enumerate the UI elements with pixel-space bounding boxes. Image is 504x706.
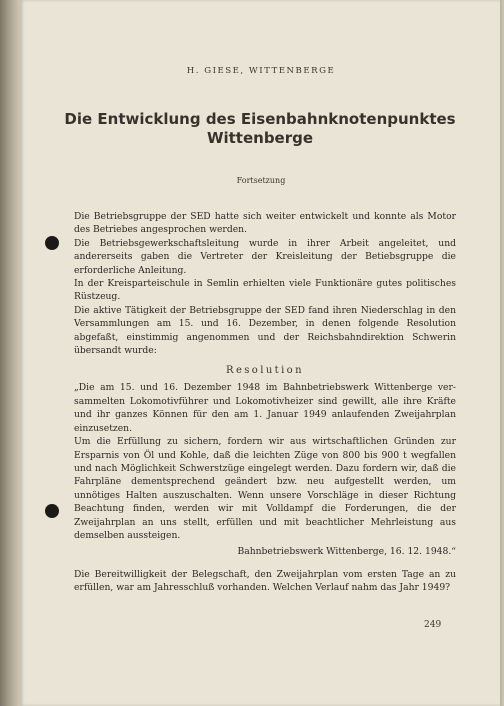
running-head: H. GIESE, WITTENBERGE	[186, 66, 336, 76]
page-number: 249	[424, 620, 442, 630]
closing-paragraph: Die Bereitwilligkeit der Belegschaft, den Zweijahrplan vom ersten Tage an zu erfüllen, war am Jahresschluß vorhanden. Welchen Verlauf nahm das Jahr 1949?	[74, 568, 456, 594]
resolution-heading: Resolution	[226, 365, 304, 377]
resolution-paragraph-1: „Die am 15. und 16. Dezember 1948 im Bahnbetriebswerk Wittenberge versammelten Lokomotivführer und Lokomotivheizer sind gewillt, alle ihre Kräfte und ihr ganzes Können für den am 1. Januar 1949 anlaufenden Zweijahrplan einzusetzen.	[74, 382, 456, 434]
paragraph-4: Die aktive Tätigkeit der Betriebsgruppe der SED fand ihren Niederschlag in den Versammlungen am 15. und 16. Dezember, in denen folgende Resolution abgefaßt, einstimmig angenommen und der Reichsbahndirektion Schwerin übersandt wurde:	[74, 304, 456, 357]
punch-hole-bottom	[45, 504, 59, 518]
resolution-signature: Bahnbetriebswerk Wittenberge, 16. 12. 1948.“	[237, 546, 456, 558]
article-body	[74, 210, 456, 595]
spacer	[74, 559, 456, 568]
subtitle: Fortsetzung	[236, 176, 286, 185]
paragraph-1: Die Betriebsgruppe der SED hatte sich weiter entwickelt und konnte als Motor des Betriebes angesprochen werden.	[74, 211, 456, 236]
punch-hole-top	[45, 236, 59, 250]
title-line-1: Die Entwicklung des Eisenbahnknotenpunktes	[64, 110, 456, 128]
title-line-2: Wittenberge	[206, 129, 314, 147]
paragraph-3: In der Kreisparteischule in Semlin erhielten viele Funktionäre gutes politisches Rüstzeug.	[74, 278, 456, 303]
paragraph-2: Die Betriebsgewerkschaftsleitung wurde in ihrer Arbeit angeleitet, und andererseits gaben die Vertreter der Kreisleitung der Betiebsgruppe die erforderliche Anleitung.	[74, 237, 456, 276]
article-title	[60, 110, 460, 148]
resolution-paragraph-2: Um die Erfüllung zu sichern, fordern wir aus wirtschaftlichen Gründen zur Ersparnis von Öl und Kohle, daß die leichten Züge von 800 bis 900 t wegfallen und nach Möglichkeit Schwerstzüge eingelegt werden. Dazu fordern wir, daß die Fahrpläne dementsprechend geändert bzw. neu aufgestellt werden, um unnötiges Halten auszuschalten. Wenn unsere Vorschläge in dieser Richtung Beachtung finden, werden wir mit Volldampf die Forderungen, die der Zweijahrplan an uns stellt, erfüllen und mit beachtlicher Mehrleistung aus demselben aussteigen.	[74, 436, 456, 541]
document-page	[20, 0, 502, 706]
page-edge	[500, 0, 502, 706]
book-binding-edge	[0, 0, 20, 706]
